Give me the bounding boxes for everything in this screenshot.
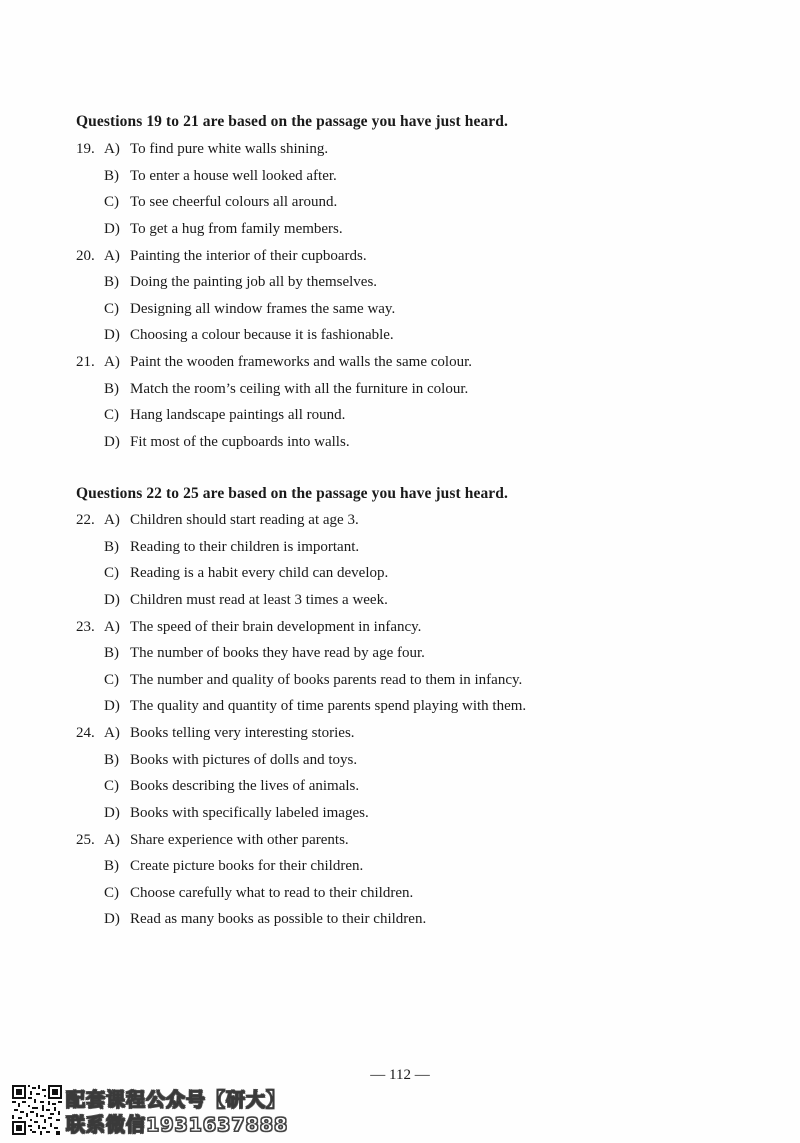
option-text: Share experience with other parents. — [130, 831, 349, 848]
promo-text-line-2: 联系微信1931637888 — [66, 1114, 289, 1136]
option-text: The number and quality of books parents read to them in infancy. — [130, 671, 523, 688]
option-letter: C) — [104, 407, 119, 424]
option-text: Books telling very interesting stories. — [130, 725, 355, 741]
option-letter: B) — [104, 751, 119, 768]
option-letter: D) — [104, 698, 120, 715]
option-text: Children must read at least 3 times a week. — [130, 591, 388, 608]
option-letter: B) — [104, 167, 119, 184]
qr-code-icon[interactable] — [12, 1085, 62, 1135]
option-letter: C) — [104, 300, 119, 317]
option-letter: D) — [104, 911, 120, 928]
option-text: Books with specifically labeled images. — [130, 804, 369, 821]
promo-text-line-1: 配套课程公众号【研大】 — [66, 1089, 287, 1111]
option-text: Designing all window frames the same way. — [130, 300, 396, 317]
option-text: Choose carefully what to read to their children. — [130, 884, 414, 901]
option-text: Books with pictures of dolls and toys. — [130, 751, 358, 768]
option-letter: D) — [104, 433, 120, 450]
question-number: 19. — [76, 141, 95, 157]
section-heading: Questions 19 to 21 are based on the passage you have just heard. — [76, 113, 508, 130]
option-letter: B) — [104, 645, 119, 662]
option-text: Painting the interior of their cupboards. — [130, 247, 367, 264]
option-letter: B) — [104, 380, 119, 397]
question-number: 20. — [76, 247, 95, 264]
option-text: Doing the painting job all by themselves. — [130, 274, 378, 291]
question-number: 25. — [76, 831, 95, 848]
option-letter: A) — [104, 247, 120, 264]
option-text: To get a hug from family members. — [130, 220, 343, 237]
question-number: 21. — [76, 354, 95, 370]
option-text: Paint the wooden frameworks and walls the same colour. — [130, 354, 472, 370]
option-text: To find pure white walls shining. — [130, 141, 329, 157]
option-letter: D) — [104, 591, 120, 608]
option-text: The quality and quantity of time parents spend playing with them. — [130, 698, 527, 715]
option-text: Reading to their children is important. — [130, 538, 360, 555]
option-letter: A) — [104, 512, 120, 528]
option-letter: C) — [104, 884, 119, 901]
option-text: Read as many books as possible to their children. — [130, 911, 427, 928]
option-letter: C) — [104, 778, 119, 795]
option-text: Create picture books for their children. — [130, 858, 364, 875]
option-letter: A) — [104, 725, 120, 741]
option-text: Hang landscape paintings all round. — [130, 407, 346, 424]
option-letter: B) — [104, 274, 119, 291]
option-letter: B) — [104, 858, 119, 875]
option-text: Books describing the lives of animals. — [130, 778, 360, 795]
section-heading: Questions 22 to 25 are based on the passage you have just heard. — [76, 485, 508, 502]
question-number: 23. — [76, 618, 95, 635]
footer-promo-banner — [12, 1085, 312, 1135]
option-text: The number of books they have read by age four. — [130, 645, 425, 662]
option-text: The speed of their brain development in infancy. — [130, 618, 422, 635]
option-letter: A) — [104, 831, 120, 848]
option-letter: A) — [104, 141, 120, 157]
option-letter: C) — [104, 565, 119, 582]
page-number: — 112 — — [370, 1067, 430, 1083]
option-letter: D) — [104, 327, 120, 344]
option-text: Fit most of the cupboards into walls. — [130, 433, 350, 450]
option-letter: B) — [104, 538, 119, 555]
option-text: Match the room’s ceiling with all the furniture in colour. — [130, 380, 469, 397]
option-letter: D) — [104, 804, 120, 821]
option-letter: A) — [104, 354, 120, 370]
option-letter: C) — [104, 194, 119, 211]
option-letter: A) — [104, 618, 120, 635]
option-letter: C) — [104, 671, 119, 688]
option-text: To enter a house well looked after. — [130, 167, 337, 184]
option-letter: D) — [104, 220, 120, 237]
option-text: To see cheerful colours all around. — [130, 194, 338, 211]
option-text: Choosing a colour because it is fashionable. — [130, 327, 394, 344]
option-text: Reading is a habit every child can develop. — [130, 565, 389, 582]
question-number: 24. — [76, 725, 95, 741]
option-text: Children should start reading at age 3. — [130, 512, 359, 528]
question-number: 22. — [76, 512, 95, 528]
